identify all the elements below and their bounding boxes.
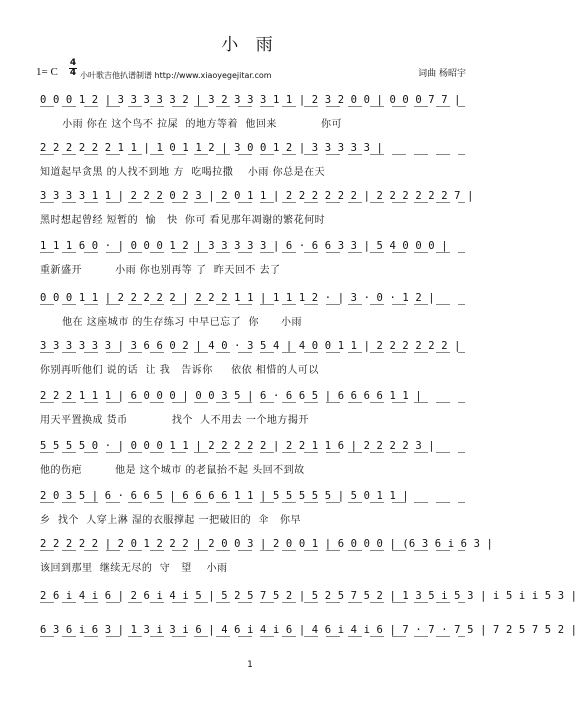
score-row bbox=[40, 240, 465, 282]
score-row bbox=[40, 440, 465, 482]
notation-line: 3 3 3 3 1 1 | 2 2 2 0 2 3 | 2 0 1 1 | 2 2 2 2 2 2 | 2 2 2 2 2 2 7 | bbox=[40, 190, 474, 202]
lyrics-line: 黑时想起曾经 短暂的 愉 快 你可 看见那年凋谢的繁花何时 bbox=[40, 215, 326, 226]
time-signature bbox=[68, 59, 78, 78]
time-signature-bottom: 4 bbox=[69, 68, 77, 78]
lyrics-line: 你别再听他们 说的话 让 我 告诉你 依依 相惜的人可以 bbox=[40, 365, 319, 376]
score-row bbox=[40, 94, 465, 136]
lyrics-line: 他在 这座城市 的生存练习 中早已忘了 你 小雨 bbox=[40, 317, 303, 328]
notation-line: 1 1 1 6 0 · | 0 0 0 1 2 | 3 3 3 3 3 | 6 · 6 6 3 3 | 5 4 0 0 0 | bbox=[40, 240, 448, 252]
song-title: 小 雨 bbox=[221, 35, 279, 55]
notation-line: 2 2 2 2 2 | 2 0 1 2 2 2 | 2 0 0 3 | 2 0 0 1 | 6 0 0 0 | (6 3 6 i 6 3 | bbox=[40, 538, 494, 550]
lyricist-composer: 词曲 杨昭宇 bbox=[418, 69, 466, 79]
lyrics-line: 小雨 你在 这个鸟不 拉屎 的地方等着 他回来 你可 bbox=[40, 119, 342, 130]
score-row bbox=[40, 340, 465, 382]
notation-line: 5 5 5 5 0 · | 0 0 0 1 1 | 2 2 2 2 2 | 2 2 1 1 6 | 2 2 2 2 3 | bbox=[40, 440, 435, 452]
score-row bbox=[40, 292, 465, 334]
lyrics-line: 乡 找个 人穿上淋 湿的衣服撑起 一把破旧的 伞 你早 bbox=[40, 515, 301, 526]
score-row bbox=[40, 142, 465, 184]
notation-line: 0 0 0 1 1 | 2 2 2 2 2 | 2 2 2 1 1 | 1 1 1 2 · | 3 · 0 · 1 2 | bbox=[40, 292, 435, 304]
page-number: 1 bbox=[247, 660, 253, 670]
notation-line: 2 0 3 5 | 6 · 6 6 5 | 6 6 6 6 1 1 | 5 5 5 5 5 | 5 0 1 1 | bbox=[40, 490, 409, 502]
score-row bbox=[40, 538, 494, 580]
notation-line: 6 3 6 i 6 3 | 1 3 i 3 i 6 | 4 6 i 4 i 6 | 4 6 i 4 i 6 | 7 · 7 · 7 5 | 7 2 5 7 5 2 | bbox=[40, 624, 577, 636]
site-credit: 小叶歌吉他扒谱制谱 http://www.xiaoyegejitar.com bbox=[80, 71, 272, 80]
key-signature: 1= C bbox=[36, 66, 58, 78]
notation-line: 0 0 0 1 2 | 3 3 3 3 3 2 | 3 2 3 3 3 1 1 | 2 3 2 0 0 | 0 0 0 7 7 | bbox=[40, 94, 461, 106]
notation-line: 3 3 3 3 3 3 | 3 6 6 0 2 | 4 0 · 3 5 4 | 4 0 0 1 1 | 2 2 2 2 2 2 | bbox=[40, 340, 461, 352]
score-row bbox=[40, 490, 465, 532]
lyrics-line: 他的伤疤 他是 这个城市 的老鼠抬不起 头回不到故 bbox=[40, 465, 305, 476]
lyrics-line: 用天平置换成 货币 找个 人不用去 一个地方揭开 bbox=[40, 415, 309, 426]
time-signature-top: 4 bbox=[69, 58, 77, 68]
lyrics-line: 知道起早贪黑 的人找不到地 方 吃喝拉撒 小雨 你总是在天 bbox=[40, 167, 326, 178]
lyrics-line: 该回到那里 继续无尽的 守 望 小雨 bbox=[40, 563, 228, 574]
lyrics-line: 重新盛开 小雨 你也别再等 了 昨天回不 去了 bbox=[40, 265, 281, 276]
score-row bbox=[40, 390, 465, 432]
score-row bbox=[40, 190, 474, 232]
notation-line: 2 2 2 1 1 1 | 6 0 0 0 | 0 0 3 5 | 6 · 6 6 5 | 6 6 6 6 1 1 | bbox=[40, 390, 422, 402]
notation-line: 2 2 2 2 2 2 1 1 | 1 0 1 1 2 | 3 0 0 1 2 | 3 3 3 3 3 | bbox=[40, 142, 383, 154]
notation-line: 2 6 i 4 i 6 | 2 6 i 4 i 5 | 5 2 5 7 5 2 | 5 2 5 7 5 2 | 1 3 5 i 5 3 | i 5 i i 5 3 | bbox=[40, 590, 577, 602]
score-header bbox=[36, 58, 466, 84]
